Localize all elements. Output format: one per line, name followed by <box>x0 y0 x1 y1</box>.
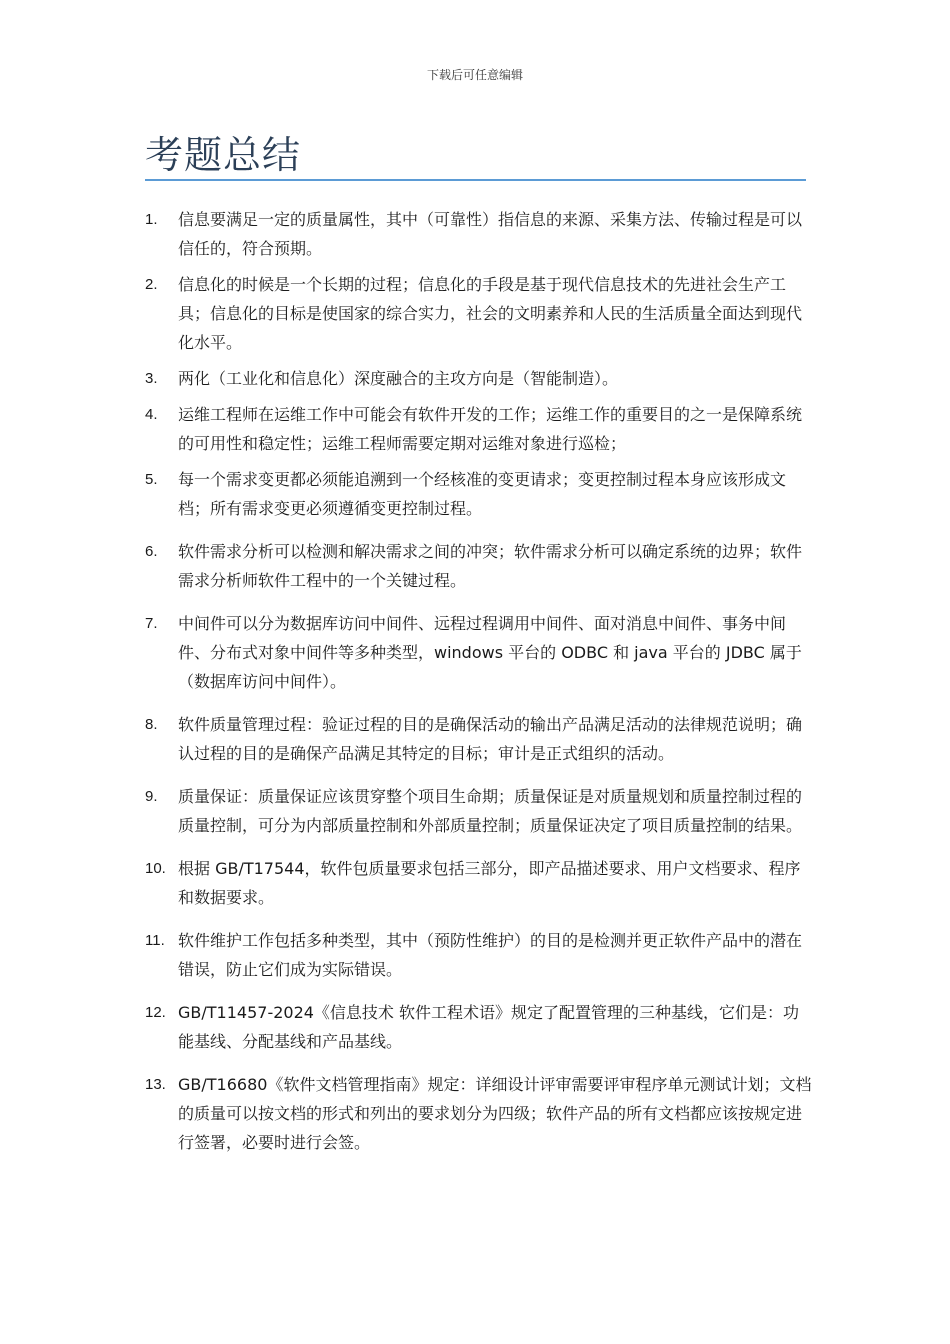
item-text: 软件需求分析可以检测和解决需求之间的冲突；软件需求分析可以确定系统的边界；软件需求分析师软件工程中的一个关键过程。 <box>178 542 803 590</box>
list-item <box>145 1070 815 1157</box>
page-header: 下载后可任意编辑 <box>426 68 523 82</box>
list-item <box>145 537 815 595</box>
item-text: 两化（工业化和信息化）深度融合的主攻方向是（智能制造）。 <box>178 369 619 388</box>
item-number: 3. <box>145 370 158 387</box>
item-number: 12. <box>145 1004 166 1021</box>
item-number: 11. <box>145 932 165 949</box>
item-number: 9. <box>145 788 158 805</box>
list-item <box>145 998 815 1056</box>
item-number: 8. <box>145 716 158 733</box>
item-text: GB/T16680《软件文档管理指南》规定：详细设计评审需要评审程序单元测试计划；文档的质量可以按文档的形式和列出的要求划分为四级；软件产品的所有文档都应该按规定进行签署，必要时进行会签。 <box>178 1075 812 1152</box>
item-number: 10. <box>145 860 166 877</box>
list-item <box>145 400 815 458</box>
list-item <box>145 854 815 912</box>
item-text: 质量保证：质量保证应该贯穿整个项目生命期；质量保证是对质量规划和质量控制过程的质量控制，可分为内部质量控制和外部质量控制；质量保证决定了项目质量控制的结果。 <box>178 787 803 835</box>
list-item <box>145 270 815 357</box>
list-item <box>145 782 815 840</box>
item-number: 6. <box>145 543 158 560</box>
item-text: 根据 GB/T17544，软件包质量要求包括三部分，即产品描述要求、用户文档要求、程序和数据要求。 <box>178 859 801 907</box>
item-text: 信息化的时候是一个长期的过程；信息化的手段是基于现代信息技术的先进社会生产工具；信息化的目标是使国家的综合实力，社会的文明素养和人民的生活质量全面达到现代化水平。 <box>178 275 803 352</box>
title-underline <box>145 179 806 181</box>
item-number: 1. <box>145 211 158 228</box>
item-number: 2. <box>145 276 158 293</box>
item-text: 软件质量管理过程：验证过程的目的是确保活动的输出产品满足活动的法律规范说明；确认过程的目的是确保产品满足其特定的目标；审计是正式组织的活动。 <box>178 715 803 763</box>
item-text: 每一个需求变更都必须能追溯到一个经核准的变更请求；变更控制过程本身应该形成文档；所有需求变更必须遵循变更控制过程。 <box>178 470 787 518</box>
page-title: 考题总结 <box>145 133 302 177</box>
list-item <box>145 710 815 768</box>
list-item <box>145 465 815 523</box>
list-item <box>145 205 815 263</box>
item-text: 信息要满足一定的质量属性，其中（可靠性）指信息的来源、采集方法、传输过程是可以信任的，符合预期。 <box>178 210 803 258</box>
list-item <box>145 926 815 984</box>
list-item <box>145 364 815 393</box>
item-number: 4. <box>145 406 158 423</box>
item-text: 运维工程师在运维工作中可能会有软件开发的工作；运维工作的重要目的之一是保障系统的可用性和稳定性；运维工程师需要定期对运维对象进行巡检； <box>178 405 803 453</box>
list-item <box>145 609 815 696</box>
question-list <box>145 205 815 1157</box>
item-text: 中间件可以分为数据库访问中间件、远程过程调用中间件、面对消息中间件、事务中间件、分布式对象中间件等多种类型，windows 平台的 ODBC 和 java 平台的 JDBC 属于（数据库访问中间件）。 <box>178 614 802 691</box>
item-text: GB/T11457-2024《信息技术 软件工程术语》规定了配置管理的三种基线，它们是：功能基线、分配基线和产品基线。 <box>178 1003 800 1051</box>
item-number: 7. <box>145 615 158 632</box>
item-number: 5. <box>145 471 158 488</box>
item-text: 软件维护工作包括多种类型，其中（预防性维护）的目的是检测并更正软件产品中的潜在错误，防止它们成为实际错误。 <box>178 931 803 979</box>
item-number: 13. <box>145 1076 166 1093</box>
